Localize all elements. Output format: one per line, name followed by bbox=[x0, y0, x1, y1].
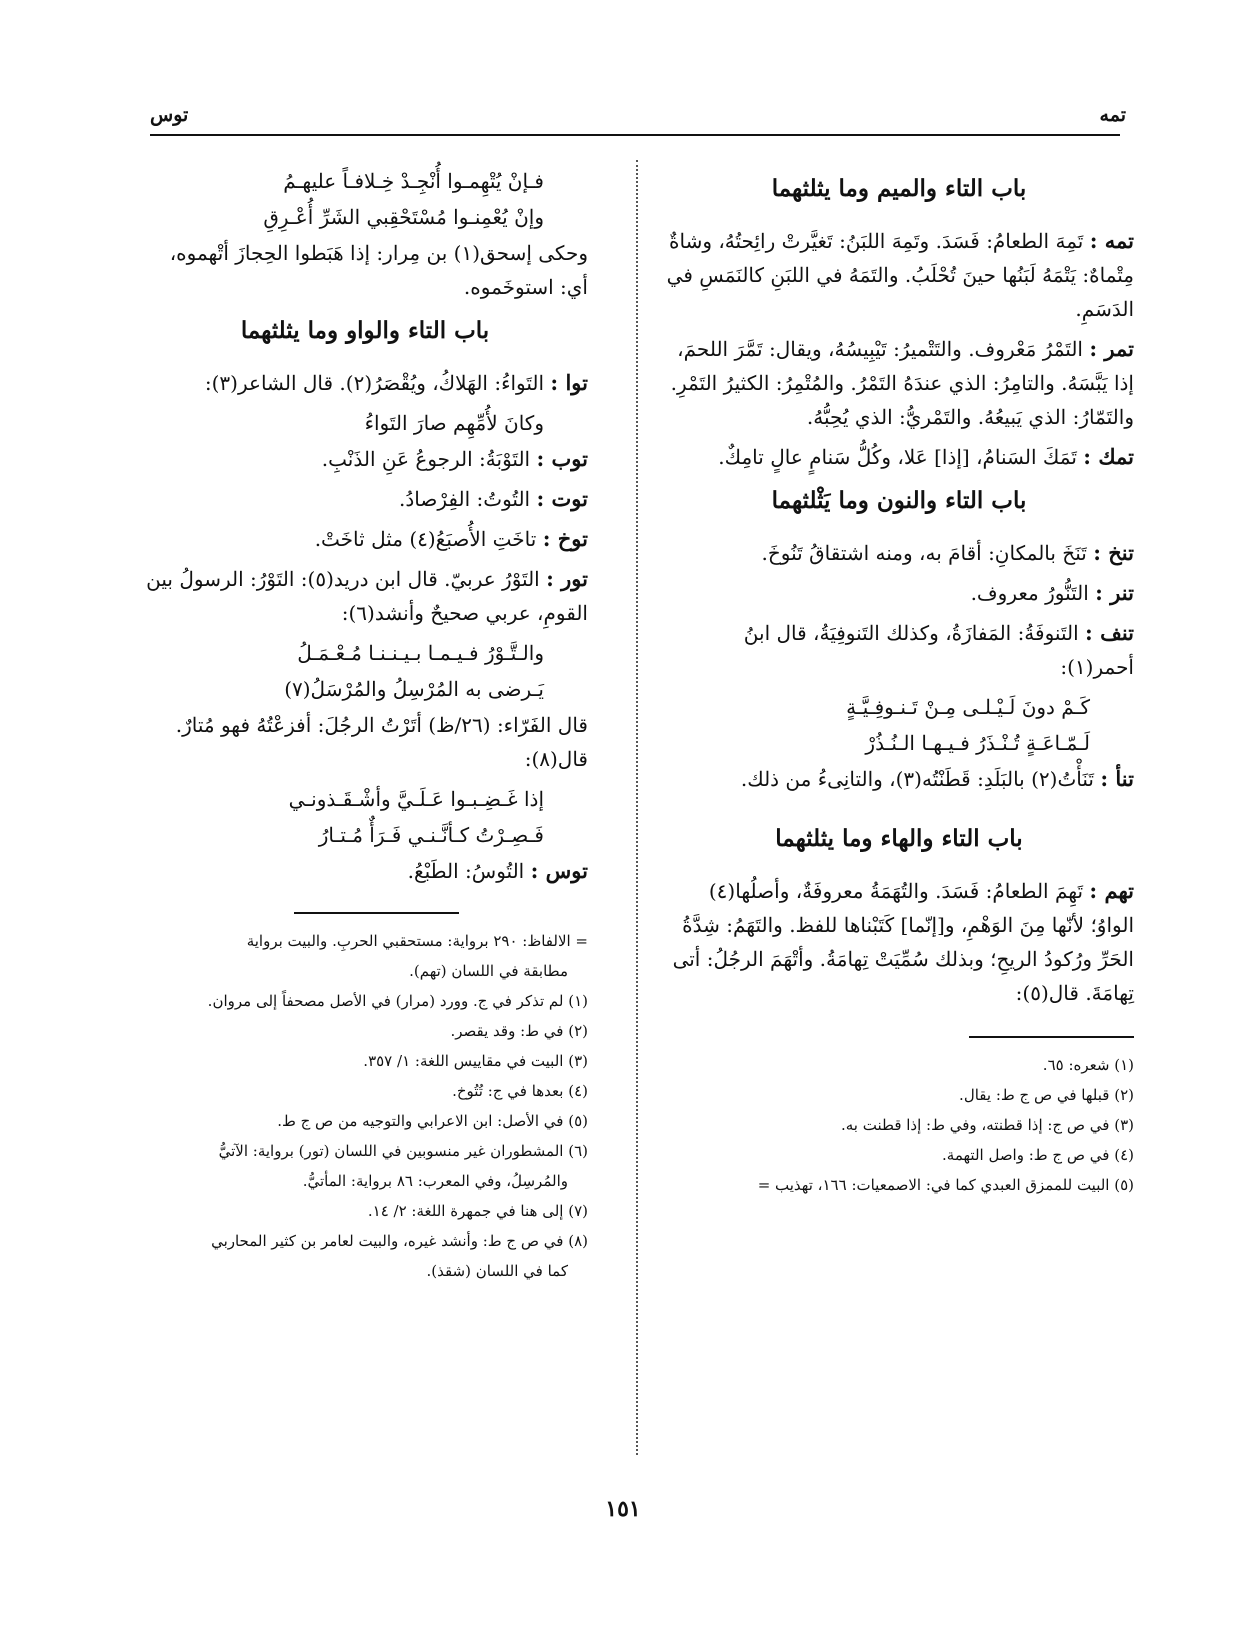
verse-line: فَـصِـرْتُ كـأنَّـنـي فَـرَأٌ مُـتـارُ bbox=[318, 823, 544, 847]
text-ishaq: وحكى إسحق(١) بن مِرار: إذا هَبَطوا الحِجازَ أتْهموه، أي: استوخَموه. bbox=[169, 241, 588, 299]
footnote: مطابقة في اللسان (تهم). bbox=[409, 962, 568, 980]
headword: تمك : bbox=[1083, 444, 1134, 469]
entry-tamr bbox=[664, 332, 1134, 434]
footnote: (٨) في ص ج ط: وأنشد غيره، والبيت لعامر بن كثير المحاربي bbox=[211, 1232, 588, 1250]
entry-text: التَنوفَةُ: المَفازَةُ، وكذلك التَنوفِيَةُ، قال ابنُ أحمر(١): bbox=[743, 621, 1134, 679]
footnote: والمُرسِلُ، وفي المعرب: ٨٦ برواية: المأتيُّ. bbox=[302, 1172, 568, 1190]
entry-text: تَنَخَ بالمكانِ: أقامَ به، ومنه اشتقاقُ تَنُوخَ. bbox=[761, 541, 1087, 565]
entry-text: تَمِهَ الطعامُ: فَسَدَ. وتَمِهَ اللبَنُ: تَغيَّرتْ رائِحتُهُ، وشاةٌ مِتْماهٌ: يَتْمَهُ لَبَنُها حينَ تُحْلَبُ. والتَمَهُ في اللبَنِ كالنَمَسِ في الدَسَمِ. bbox=[666, 229, 1134, 321]
entry-tanr bbox=[664, 576, 1134, 610]
footnote: = الالفاظ: ٢٩٠ برواية: مستحقبي الحربِ. والبيت برواية bbox=[246, 932, 588, 950]
entry-text: تاخَتِ الأُصبَعُ(٤) مثل ثاخَتْ. bbox=[314, 527, 537, 551]
footnote: (٥) البيت للممزق العبدي كما في: الاصمعيات: ١٦٦، تهذيب = bbox=[757, 1176, 1134, 1194]
headword: توت : bbox=[536, 486, 588, 511]
entry-text: التَوْبَةُ: الرجوعُ عَنِ الذَنْبِ. bbox=[321, 447, 531, 471]
headword: تنأ : bbox=[1100, 766, 1134, 791]
entry-tana bbox=[664, 762, 1134, 796]
entry-tawr bbox=[142, 562, 588, 630]
entry-tamak bbox=[664, 440, 1134, 474]
headword: تنر : bbox=[1095, 580, 1134, 605]
verse-line: إذا غَـضِـبـوا عَـلَـيَّ وأشْـقَـذونـي bbox=[288, 787, 544, 811]
section-heading: باب التاء والميم وما يثلثهما bbox=[771, 175, 1027, 202]
headword: توخ : bbox=[542, 526, 588, 551]
headword: توب : bbox=[536, 446, 588, 471]
entry-text: التَواءُ: الهَلاكُ، ويُقْصَرُ(٢). قال الشاعر(٣): bbox=[204, 371, 545, 395]
entry-tawa bbox=[142, 366, 588, 400]
footnote: (٧) إلى هنا في جمهرة اللغة: ٢/ ١٤. bbox=[367, 1202, 588, 1220]
footnote: (٢) قبلها في ص ج ط: يقال. bbox=[959, 1086, 1134, 1104]
footnote: (٣) البيت في مقاييس اللغة: ١/ ٣٥٧. bbox=[363, 1052, 588, 1070]
footnote: (١) شعره: ٦٥. bbox=[1042, 1056, 1134, 1074]
headword: تور : bbox=[546, 566, 588, 591]
headword: تمه : bbox=[1089, 228, 1134, 253]
footnote: كما في اللسان (شقذ). bbox=[426, 1262, 568, 1280]
text-farra: قال الفَرّاء: (٢٦/ظ) أتَرْتُ الرجُلَ: أفزعْتُهُ فهو مُتارٌ. قال(٨): bbox=[175, 713, 588, 771]
footnote-rule bbox=[294, 912, 459, 914]
left-column bbox=[142, 162, 588, 1286]
entry-text: تَمَكَ السَنامُ، [إذا] عَلا، وكُلُّ سَنامٍ عالٍ تامِكٌ. bbox=[718, 445, 1077, 469]
section-heading: باب التاء والهاء وما يثلثهما bbox=[775, 825, 1023, 852]
column-divider bbox=[636, 160, 638, 1455]
entry-text: تَنَأْتُ(٢) بالبَلَدِ: قَطَنْتُه(٣)، والتانِىءُ من ذلك. bbox=[740, 767, 1094, 791]
footnotes-right bbox=[664, 1050, 1134, 1200]
header-rule bbox=[150, 134, 1120, 136]
page-number: ١٥١ bbox=[605, 1496, 641, 1522]
footnotes-left bbox=[142, 926, 588, 1286]
section-heading: باب التاء والواو وما يثلثهما bbox=[240, 317, 490, 344]
entry-text: التَوْرُ عربيّ. قال ابن دريد(٥): التَوْرُ: الرسولُ بين القومِ، عربي صحيحٌ وأنشد(٦): bbox=[146, 567, 588, 625]
footnote: (٤) بعدها في ج: تُتُوخ. bbox=[452, 1082, 588, 1100]
footnote: (١) لم تذكر في ج. وورد (مرار) في الأصل مصحفاً إلى مروان. bbox=[207, 992, 588, 1010]
entry-taham bbox=[664, 874, 1134, 1010]
running-head-right: تمه bbox=[1099, 104, 1126, 126]
right-column bbox=[664, 162, 1134, 1200]
entry-tawkh bbox=[142, 522, 588, 556]
entry-tanakh bbox=[664, 536, 1134, 570]
footnote-rule bbox=[969, 1036, 1134, 1038]
verse-line: لَـمّـاعَـةٍ تُـنْـذَرُ فـيـهـا الـنُـذُرْ bbox=[865, 731, 1090, 755]
footnote: (٣) في ص ج: إذا قطنته، وفي ط: إذا قطنت به. bbox=[841, 1116, 1134, 1134]
entry-taws bbox=[142, 854, 588, 888]
running-head-left: توس bbox=[150, 104, 189, 126]
verse-line: والـتَّـوْرُ فـيـمـا بـيـنـنـا مُـعْـمَـلُ bbox=[297, 641, 544, 665]
entry-text: التَنُّورُ معروف. bbox=[970, 581, 1089, 605]
headword: تنف : bbox=[1085, 620, 1134, 645]
footnote: (٤) في ص ج ط: واصل التهمة. bbox=[942, 1146, 1134, 1164]
footnote: (٥) في الأصل: ابن الاعرابي والتوجيه من ص ج ط. bbox=[277, 1112, 588, 1130]
entry-tamah bbox=[664, 224, 1134, 326]
headword: توس : bbox=[530, 858, 588, 883]
headword: تهم : bbox=[1089, 878, 1134, 903]
verse-line: فـإنْ يُتْهِمـوا أُنْجِـدْ خِـلافـاً عليهـمُ bbox=[283, 169, 544, 193]
footnote: (٦) المشطوران غير منسوبين في اللسان (تور) برواية: الآتيُّ bbox=[218, 1142, 588, 1160]
entry-text: التُوسُ: الطَبْعُ. bbox=[407, 859, 525, 883]
entry-text: تَهِمَ الطعامُ: فَسَدَ. والتُهَمَةُ معروفَةٌ، وأصلُها(٤) الواوُ؛ لأنّها مِنَ الوَهْمِ، و[إنّما] كَتَبْناها للفظ. والتَهَمُ: شِدَّةُ الحَرِّ ورُكودُ الريحِ؛ وبذلك سُمِّيَتْ تِهامَةُ. وأتْهَمَ الرجُلُ: أتى تِهامَةَ. قال(٥): bbox=[672, 879, 1134, 1005]
entry-text: التَمْرُ مَعْروف. والتَتْميرُ: تَيْبِيسُهُ، ويقال: تَمَّرَ اللحمَ، إذا يَبَّسَهُ. والتامِرُ: الذي عندَهُ التَمْرُ. والمُتْمِرُ: الكثيرُ التَمْرِ. والتَمّارُ: الذي يَبيعُهُ. والتَمْريُّ: الذي يُحِبُّهُ. bbox=[670, 337, 1134, 429]
headword: تنخ : bbox=[1093, 540, 1134, 565]
verse-line: يَـرضى به المُرْسِلُ والمُرْسَلُ(٧) bbox=[284, 677, 544, 701]
entry-tawb bbox=[142, 442, 588, 476]
entry-tawt bbox=[142, 482, 588, 516]
entry-text: التُوتُ: الفِرْصادُ. bbox=[399, 487, 531, 511]
verse-line: وكانَ لأُمِّهِم صارَ التَواءُ bbox=[364, 411, 544, 435]
verse-line: كَـمْ دونَ لَـيْـلـى مِـنْ تَـنـوفِـيَّـةٍ bbox=[846, 695, 1090, 719]
verse-line: وإنْ يُعْمِنـوا مُسْتَحْقِبي الشَرِّ أُعْـرِقِ bbox=[263, 205, 544, 229]
headword: توا : bbox=[550, 370, 588, 395]
entry-tanaf bbox=[664, 616, 1134, 684]
footnote: (٢) في ط: وقد يقصر. bbox=[450, 1022, 588, 1040]
headword: تمر : bbox=[1089, 336, 1134, 361]
section-heading: باب التاء والنون وما يَثْلثهما bbox=[771, 487, 1027, 514]
